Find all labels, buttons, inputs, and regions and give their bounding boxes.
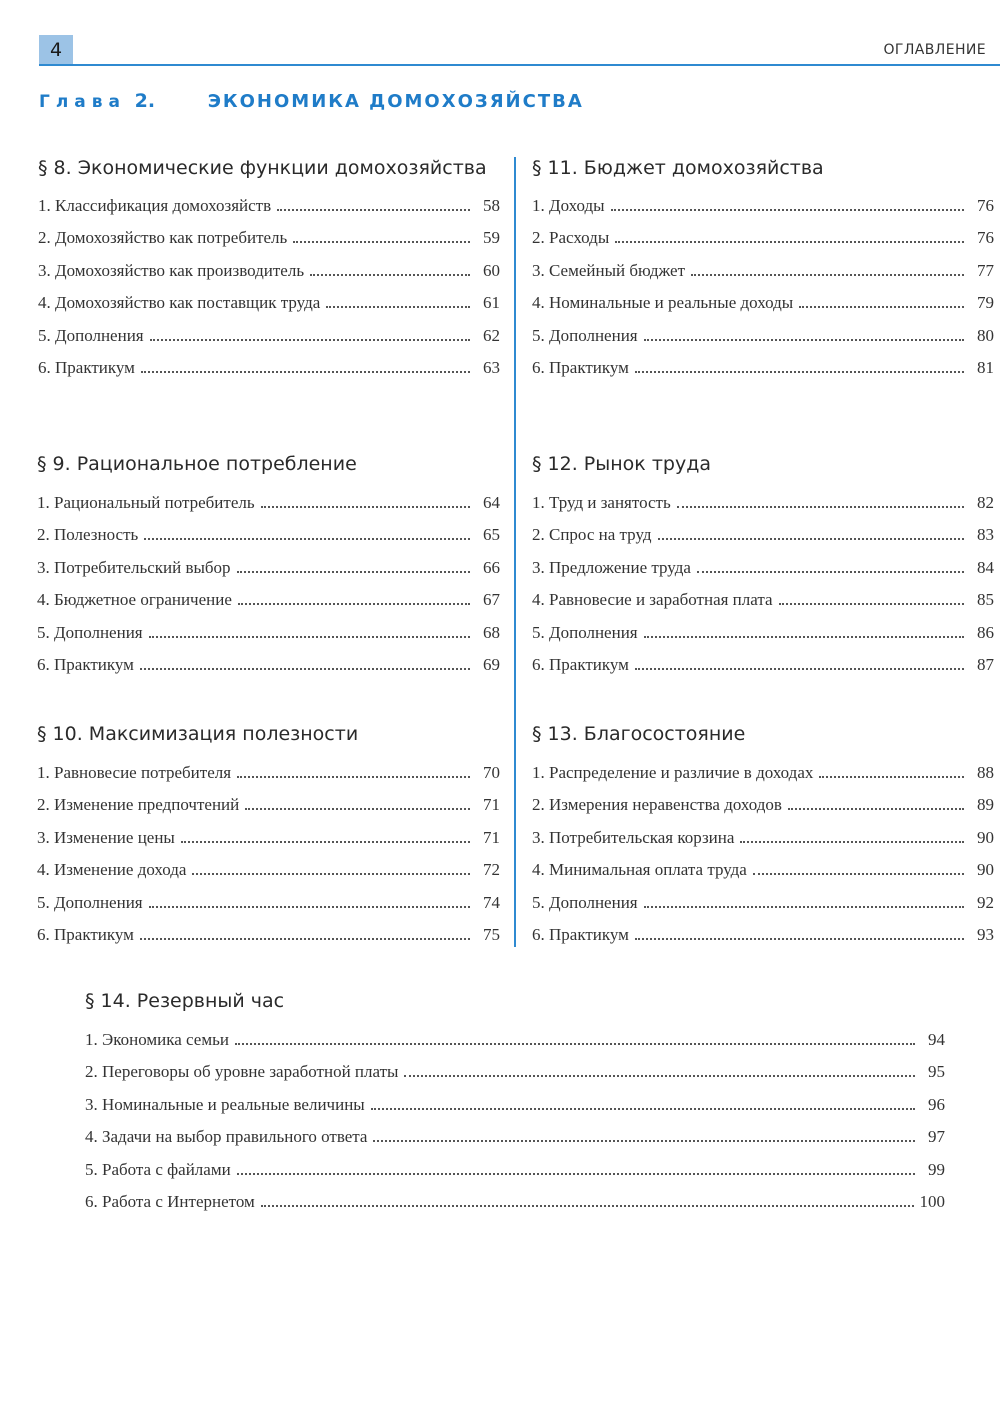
dot-leader (635, 668, 964, 670)
entry-page: 99 (928, 1159, 945, 1179)
dot-leader (238, 603, 470, 605)
entry-page: 84 (977, 557, 994, 577)
entry-page: 71 (483, 827, 500, 847)
running-title: ОГЛАВЛЕНИЕ (883, 42, 986, 58)
entry-page: 74 (483, 892, 500, 912)
entry-page: 86 (977, 622, 994, 642)
toc-entry[interactable] (85, 1192, 945, 1224)
entry-page: 79 (977, 293, 994, 313)
entry-page: 64 (483, 493, 500, 512)
section-12 (532, 451, 994, 687)
dot-leader (310, 274, 470, 276)
dot-leader (237, 571, 470, 573)
entry-page: 80 (977, 325, 994, 345)
section-13 (532, 721, 994, 957)
toc-entry[interactable] (532, 860, 994, 892)
entry-label: 5. Дополнения (532, 622, 638, 642)
toc-entry[interactable] (532, 590, 994, 622)
toc-entry[interactable] (37, 860, 500, 892)
toc-entry[interactable] (85, 1062, 945, 1094)
entry-page: 95 (928, 1062, 945, 1082)
dot-leader (326, 306, 470, 308)
toc-list (532, 763, 994, 957)
toc-entry[interactable] (38, 326, 500, 358)
entry-page: 61 (483, 293, 500, 313)
dot-leader (371, 1108, 915, 1110)
entry-label: 5. Дополнения (532, 892, 638, 912)
toc-entry[interactable] (38, 293, 500, 325)
entry-page: 58 (483, 196, 500, 215)
dot-leader (691, 274, 964, 276)
section-10 (37, 721, 500, 957)
toc-entry[interactable] (38, 358, 500, 390)
entry-page: 60 (483, 260, 500, 280)
toc-entry[interactable] (37, 655, 500, 687)
toc-entry[interactable] (37, 893, 500, 925)
toc-entry[interactable] (37, 558, 500, 590)
chapter-word: Глава (39, 92, 126, 112)
toc-entry[interactable] (532, 196, 994, 228)
toc-entry[interactable] (532, 228, 994, 260)
page-header (0, 0, 1000, 70)
toc-entry[interactable] (37, 623, 500, 655)
section-title: § 9. Рациональное потребление (37, 453, 357, 475)
toc-list (37, 763, 500, 957)
toc-list (38, 196, 500, 390)
entry-page: 67 (483, 590, 500, 610)
entry-label: 2. Спрос на труд (532, 525, 652, 545)
section-9 (37, 451, 500, 687)
toc-entry[interactable] (532, 655, 994, 687)
entry-page: 88 (977, 763, 994, 782)
dot-leader (149, 636, 470, 638)
dot-leader (611, 209, 964, 211)
chapter-number: 2. (134, 90, 156, 112)
toc-entry[interactable] (532, 795, 994, 827)
entry-label: 1. Распределение и различие в доходах (532, 763, 814, 782)
chapter-name: ЭКОНОМИКА ДОМОХОЗЯЙСТВА (207, 91, 584, 112)
dot-leader (237, 1173, 915, 1175)
entry-label: 4. Изменение дохода (37, 860, 187, 880)
dot-leader (799, 306, 964, 308)
dot-leader (141, 371, 470, 373)
entry-label: 6. Практикум (37, 924, 134, 944)
dot-leader (261, 1205, 914, 1207)
entry-page: 65 (483, 525, 500, 545)
entry-page: 72 (483, 860, 500, 880)
entry-label: 1. Доходы (532, 196, 605, 215)
entry-label: 1. Классификация домохозяйств (38, 196, 272, 215)
entry-label: 4. Домохозяйство как поставщик труда (38, 293, 321, 313)
entry-page: 87 (977, 654, 994, 674)
toc-entry[interactable] (37, 828, 500, 860)
chapter-heading (39, 90, 584, 112)
toc-entry[interactable] (532, 558, 994, 590)
dot-leader (615, 241, 964, 243)
entry-page: 81 (977, 357, 994, 377)
section-title: § 8. Экономические функции домохозяйства (38, 157, 487, 179)
toc-list (85, 1030, 945, 1224)
toc-entry[interactable] (37, 795, 500, 827)
entry-page: 82 (977, 493, 994, 512)
entry-page: 66 (483, 557, 500, 577)
toc-entry[interactable] (532, 326, 994, 358)
entry-page: 92 (977, 892, 994, 912)
entry-label: 3. Потребительская корзина (532, 827, 735, 847)
entry-page: 59 (483, 228, 500, 248)
section-title: § 13. Благосостояние (532, 723, 746, 745)
toc-entry[interactable] (85, 1030, 945, 1062)
dot-leader (293, 241, 470, 243)
entry-page: 75 (483, 924, 500, 944)
entry-page: 93 (977, 924, 994, 944)
dot-leader (788, 808, 964, 810)
entry-label: 4. Равновесие и заработная плата (532, 590, 773, 610)
entry-label: 5. Дополнения (37, 622, 143, 642)
dot-leader (144, 538, 470, 540)
entry-label: 2. Измерения неравенства доходов (532, 795, 782, 815)
toc-entry[interactable] (85, 1160, 945, 1192)
dot-leader (149, 906, 470, 908)
dot-leader (192, 873, 470, 875)
entry-label: 4. Задачи на выбор правильного ответа (85, 1127, 368, 1147)
toc-entry[interactable] (37, 763, 500, 795)
entry-label: 3. Номинальные и реальные величины (85, 1094, 365, 1114)
dot-leader (677, 506, 964, 508)
entry-label: 6. Практикум (532, 357, 629, 377)
dot-leader (644, 339, 964, 341)
dot-leader (237, 776, 470, 778)
dot-leader (404, 1075, 915, 1077)
dot-leader (740, 841, 964, 843)
section-8 (38, 155, 500, 390)
entry-label: 3. Домохозяйство как производитель (38, 260, 305, 280)
entry-page: 100 (919, 1191, 945, 1211)
entry-page: 69 (483, 654, 500, 674)
toc-entry[interactable] (37, 590, 500, 622)
entry-label: 2. Расходы (532, 228, 610, 248)
toc-entry[interactable] (532, 623, 994, 655)
dot-leader (373, 1140, 915, 1142)
entry-label: 2. Переговоры об уровне заработной платы (85, 1062, 399, 1082)
entry-label: 1. Экономика семьи (85, 1030, 229, 1049)
dot-leader (644, 906, 964, 908)
toc-entry[interactable] (38, 196, 500, 228)
dot-leader (277, 209, 470, 211)
toc-entry[interactable] (37, 925, 500, 957)
dot-leader (779, 603, 964, 605)
dot-leader (658, 538, 964, 540)
toc-entry[interactable] (532, 925, 994, 957)
toc-entry[interactable] (37, 493, 500, 525)
dot-leader (644, 636, 964, 638)
dot-leader (635, 371, 964, 373)
toc-entry[interactable] (37, 525, 500, 557)
dot-leader (235, 1043, 915, 1045)
toc-entry[interactable] (85, 1095, 945, 1127)
dot-leader (140, 938, 470, 940)
entry-label: 3. Изменение цены (37, 827, 175, 847)
entry-label: 4. Бюджетное ограничение (37, 590, 232, 610)
entry-label: 6. Работа с Интернетом (85, 1191, 255, 1211)
dot-leader (150, 339, 470, 341)
dot-leader (697, 571, 964, 573)
toc-entry[interactable] (532, 358, 994, 390)
entry-page: 77 (977, 260, 994, 280)
entry-label: 6. Практикум (37, 654, 134, 674)
entry-page: 76 (977, 228, 994, 248)
dot-leader (819, 776, 964, 778)
toc-entry[interactable] (38, 261, 500, 293)
toc-entry[interactable] (532, 525, 994, 557)
section-title: § 12. Рынок труда (532, 453, 711, 475)
entry-label: 3. Предложение труда (532, 557, 691, 577)
entry-label: 3. Семейный бюджет (532, 260, 685, 280)
entry-label: 2. Изменение предпочтений (37, 795, 240, 815)
entry-page: 71 (483, 795, 500, 815)
toc-entry[interactable] (532, 493, 994, 525)
entry-label: 3. Потребительский выбор (37, 557, 231, 577)
dot-leader (181, 841, 470, 843)
toc-entry[interactable] (532, 893, 994, 925)
entry-label: 2. Полезность (37, 525, 139, 545)
toc-entry[interactable] (85, 1127, 945, 1159)
entry-page: 97 (928, 1127, 945, 1147)
entry-label: 5. Дополнения (38, 325, 144, 345)
entry-page: 94 (928, 1030, 945, 1049)
entry-page: 90 (977, 860, 994, 880)
entry-page: 90 (977, 827, 994, 847)
entry-label: 4. Минимальная оплата труда (532, 860, 747, 880)
entry-label: 5. Дополнения (532, 325, 638, 345)
entry-label: 5. Работа с файлами (85, 1159, 231, 1179)
page-number: 4 (39, 35, 73, 65)
section-title: § 14. Резервный час (85, 990, 285, 1012)
toc-entry[interactable] (532, 828, 994, 860)
section-title: § 11. Бюджет домохозяйства (532, 157, 824, 179)
entry-label: 6. Практикум (532, 924, 629, 944)
toc-entry[interactable] (532, 763, 994, 795)
dot-leader (753, 873, 964, 875)
dot-leader (140, 668, 470, 670)
entry-page: 63 (483, 357, 500, 377)
entry-page: 70 (483, 763, 500, 782)
entry-label: 5. Дополнения (37, 892, 143, 912)
section-14 (85, 988, 945, 1224)
toc-list (532, 196, 994, 390)
toc-entry[interactable] (38, 228, 500, 260)
dot-leader (245, 808, 470, 810)
entry-label: 1. Равновесие потребителя (37, 763, 232, 782)
toc-entry[interactable] (532, 261, 994, 293)
section-title: § 10. Максимизация полезности (37, 723, 359, 745)
entry-label: 2. Домохозяйство как потребитель (38, 228, 288, 248)
section-11 (532, 155, 994, 390)
entry-label: 6. Практикум (38, 357, 135, 377)
entry-page: 62 (483, 325, 500, 345)
column-divider (514, 157, 516, 947)
entry-page: 83 (977, 525, 994, 545)
entry-label: 4. Номинальные и реальные доходы (532, 293, 794, 313)
header-rule (39, 64, 1000, 66)
entry-page: 96 (928, 1094, 945, 1114)
entry-label: 6. Практикум (532, 654, 629, 674)
dot-leader (635, 938, 964, 940)
entry-label: 1. Труд и занятость (532, 493, 671, 512)
entry-page: 89 (977, 795, 994, 815)
entry-page: 76 (977, 196, 994, 215)
dot-leader (261, 506, 470, 508)
entry-label: 1. Рациональный потребитель (37, 493, 255, 512)
toc-list (37, 493, 500, 687)
entry-page: 85 (977, 590, 994, 610)
toc-entry[interactable] (532, 293, 994, 325)
entry-page: 68 (483, 622, 500, 642)
toc-list (532, 493, 994, 687)
